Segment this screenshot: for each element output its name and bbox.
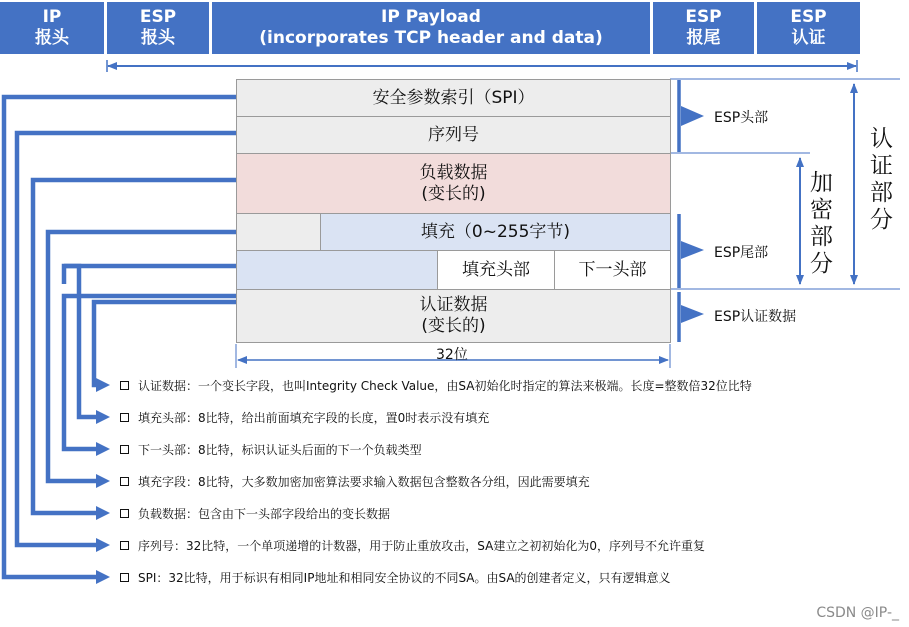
bullet-square-icon xyxy=(120,381,129,390)
sequence-field xyxy=(236,116,671,154)
note-pad-length: 填充头部：8比特，给出前面填充字段的长度，置0时表示没有填充 xyxy=(120,409,489,425)
next-header-field xyxy=(554,250,671,290)
payload-field xyxy=(236,153,671,214)
auth-data-field xyxy=(236,289,671,343)
pad-length-label: 填充头部 xyxy=(462,259,530,280)
ip-payload-label: IP Payload (incorporates TCP header and data) xyxy=(259,7,603,48)
next-header-label: 下一头部 xyxy=(578,259,647,280)
esp-trailer-part-label: ESP尾部 xyxy=(714,245,769,261)
note-auth-data: 认证数据：一个变长字段，也叫Integrity Check Value，由SA初始化时指定的算法来极端。长度=整数倍32位比特 xyxy=(120,377,752,393)
width-label: 32位 xyxy=(436,347,468,363)
connector-auth xyxy=(94,302,236,385)
bullet-square-icon xyxy=(120,413,129,422)
esp-auth-label: ESP 认证 xyxy=(790,7,827,48)
note-padding: 填充字段：8比特，大多数加密加密算法要求输入数据包含整数各分组，因此需要填充 xyxy=(120,473,590,489)
esp-trailer-pointer xyxy=(681,241,704,259)
esp-auth-data-label: ESP认证数据 xyxy=(714,309,797,325)
pad-length-field xyxy=(437,250,555,290)
bullet-square-icon xyxy=(120,573,129,582)
encrypted-part-label: 加密部分 xyxy=(810,170,833,277)
spi-label: 安全参数索引（SPI） xyxy=(372,87,535,108)
authenticated-part-label: 认证部分 xyxy=(870,126,893,233)
note-spi: SPI：32比特，用于标识有相同IP地址和相同安全协议的不同SA。由SA的创建者定义，只有逻辑意义 xyxy=(120,569,671,585)
ip-header-label: IP 报头 xyxy=(35,7,69,48)
note-payload: 负载数据：包含由下一头部字段给出的变长数据 xyxy=(120,505,390,521)
esp-header-part-label: ESP头部 xyxy=(714,110,769,126)
note-sequence: 序列号：32比特，一个单项递增的计数器，用于防止重放攻击，SA建立之初初始化为0，序列号不允许重复 xyxy=(120,537,705,553)
padding-label: 填充（0~255字节) xyxy=(420,221,571,242)
sequence-label: 序列号 xyxy=(428,124,479,145)
payload-label: 负载数据 (变长的) xyxy=(419,162,488,204)
bullet-square-icon xyxy=(120,445,129,454)
esp-header-pointer xyxy=(681,106,704,126)
esp-header-label: ESP 报头 xyxy=(139,7,177,48)
spi-field xyxy=(236,79,671,117)
note-next-header: 下一头部：8比特，标识认证头后面的下一个负载类型 xyxy=(120,441,422,457)
padding-field xyxy=(320,213,671,251)
watermark: CSDN @IP-_ xyxy=(816,605,899,621)
connector-pad-length xyxy=(64,266,236,284)
bullet-square-icon xyxy=(120,509,129,518)
bullet-square-icon xyxy=(120,541,129,550)
payload-tail-field xyxy=(236,213,321,251)
bullet-square-icon xyxy=(120,477,129,486)
esp-trailer-label: ESP 报尾 xyxy=(685,7,722,48)
esp-auth-pointer xyxy=(681,305,704,323)
padding-cont-field xyxy=(236,250,438,290)
auth-data-label: 认证数据 (变长的) xyxy=(419,295,488,336)
